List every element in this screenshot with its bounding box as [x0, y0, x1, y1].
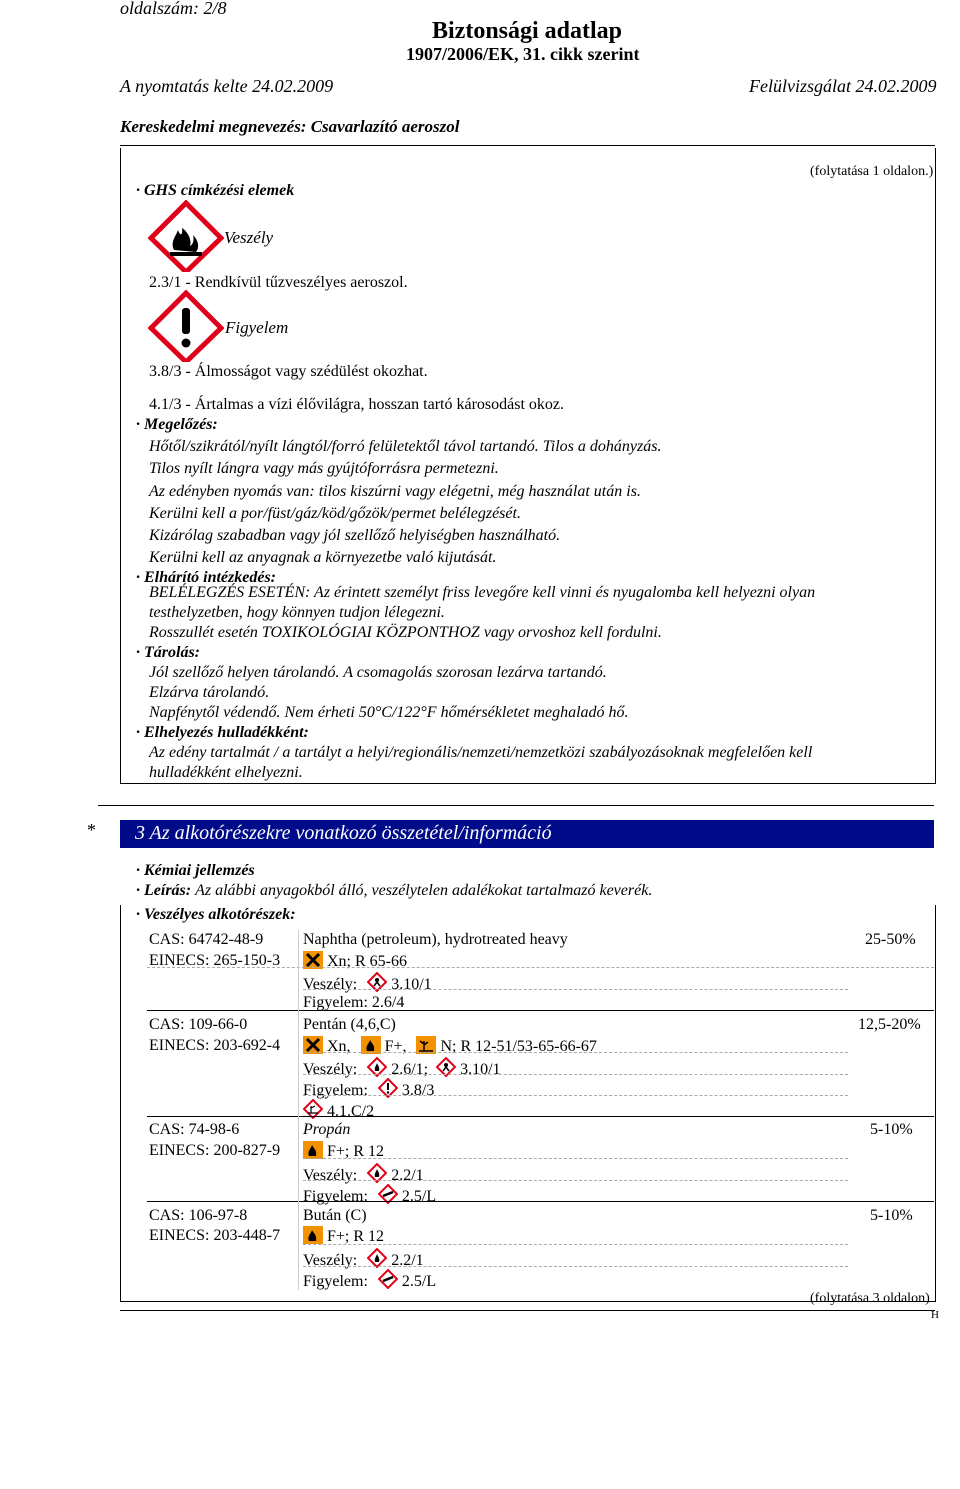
- einecs-number: EINECS: 200-827-9: [149, 1142, 281, 1159]
- description-label: · Leírás:: [136, 882, 192, 899]
- classification-text: F+; R 12: [327, 1228, 385, 1245]
- danger-codes: 2.2/1: [391, 1252, 424, 1269]
- flammable-icon: [303, 1226, 323, 1244]
- prevention-line: Kizárólag szabadban vagy jól szellőző helyiségben használható.: [149, 527, 561, 544]
- flame-hazard-icon: [367, 1248, 387, 1268]
- response-line: Rosszullét esetén TOXIKOLÓGIAI KÖZPONTHOZ vagy orvoshoz kell fordulni.: [149, 624, 662, 641]
- flame-pictogram-icon: [148, 200, 224, 272]
- component-divider: [147, 1201, 934, 1202]
- row-divider: [303, 1266, 848, 1267]
- classification-c: N; R 12-51/53-65-66-67: [440, 1038, 597, 1055]
- cas-number: CAS: 106-97-8: [149, 1207, 248, 1224]
- storage-line: Napfénytől védendő. Nem érheti 50°C/122°F hőmérsékletet meghaladó hő.: [149, 704, 629, 721]
- warning-label: Figyelem:: [303, 1188, 368, 1205]
- header-rule: [120, 145, 935, 146]
- classification-text: Xn; R 65-66: [327, 953, 407, 970]
- classification-a: Xn,: [327, 1038, 351, 1055]
- column-divider: [298, 930, 299, 1290]
- danger-codes: 3.10/1: [391, 976, 432, 993]
- signal-word-warning: Figyelem: [225, 318, 289, 337]
- prevention-line: Hőtől/szikrától/nyílt lángtól/forró felületektől távol tartandó. Tilos a dohányzás.: [149, 438, 662, 455]
- danger-label: Veszély:: [303, 1167, 358, 1184]
- warning-row: [303, 1184, 436, 1207]
- print-date: A nyomtatás kelte 24.02.2009: [120, 76, 334, 96]
- classification-text: F+; R 12: [327, 1143, 385, 1160]
- document-title: Biztonsági adatlap: [432, 18, 623, 44]
- warning-row: [303, 1078, 434, 1101]
- warning-codes: 2.5/L: [401, 1273, 437, 1290]
- footer-mark: H: [931, 1309, 939, 1321]
- row-divider: [303, 1095, 848, 1096]
- danger-row: [303, 1248, 424, 1271]
- gas-cylinder-icon: [378, 1269, 398, 1289]
- danger-label: Veszély:: [303, 1061, 358, 1078]
- component-percent: 5-10%: [870, 1207, 913, 1224]
- hazard-statement-3: 4.1/3 - Ártalmas a vízi élővilágra, hosszan tartó károsodást okoz.: [149, 396, 564, 413]
- exclamation-pictogram-icon: [148, 290, 224, 362]
- row-divider: [303, 1244, 848, 1245]
- prevention-line: Kerülni kell a por/füst/gáz/köd/gőzök/permet belélegzését.: [149, 505, 521, 522]
- trade-name: Kereskedelmi megnevezés: Csavarlazító aeroszol: [120, 117, 460, 136]
- cas-number: CAS: 64742-48-9: [149, 931, 264, 948]
- warning-row: [303, 1269, 436, 1292]
- cas-number: CAS: 109-66-0: [149, 1016, 248, 1033]
- storage-line: Jól szellőző helyen tárolandó. A csomagolás szorosan lezárva tartandó.: [149, 664, 607, 681]
- row-divider: [147, 967, 934, 968]
- storage-label: · Tárolás:: [136, 644, 200, 661]
- row-divider: [303, 1074, 848, 1075]
- component-divider: [147, 1010, 934, 1011]
- footer-rule: [120, 1310, 935, 1311]
- revision-date: Felülvizsgálat 24.02.2009: [749, 76, 937, 96]
- warning-label: Figyelem:: [303, 1273, 368, 1290]
- classification-row: [303, 1036, 597, 1057]
- component-name: Pentán (4,6,C): [303, 1016, 396, 1033]
- component-divider: [147, 1116, 934, 1117]
- disposal-label: · Elhelyezés hulladékként:: [136, 724, 309, 741]
- warning-codes: 3.8/3: [401, 1082, 435, 1099]
- continued-from: (folytatása 1 oldalon.): [810, 164, 934, 179]
- component-name: Bután (C): [303, 1207, 367, 1224]
- page-number: oldalszám: 2/8: [120, 0, 227, 18]
- component-name: Propán: [303, 1121, 351, 1138]
- einecs-number: EINECS: 203-448-7: [149, 1227, 281, 1244]
- danger-row: [303, 1057, 501, 1080]
- row-divider: [303, 1158, 848, 1159]
- environment-row: [303, 1099, 374, 1122]
- row-divider: [303, 989, 848, 990]
- warning-label: Figyelem:: [303, 1082, 368, 1099]
- hazard-statement-2: 3.8/3 - Álmosságot vagy szédülést okozhat.: [149, 363, 428, 380]
- chem-label: · Kémiai jellemzés: [136, 862, 255, 879]
- section3-heading: 3 Az alkotórészekre vonatkozó összetétel/információ: [135, 822, 552, 844]
- row-divider: [303, 1052, 848, 1053]
- disposal-line: hulladékként elhelyezni.: [149, 764, 303, 781]
- component-percent: 25-50%: [865, 931, 916, 948]
- description-row: [136, 881, 652, 901]
- einecs-number: EINECS: 203-692-4: [149, 1037, 281, 1054]
- danger-codes-a: 2.6/1;: [391, 1061, 429, 1078]
- ghs-label: · GHS címkézési elemek: [136, 182, 295, 199]
- hazardous-label: · Veszélyes alkotórészek:: [136, 906, 296, 923]
- continued-to: (folytatása 3 oldalon): [810, 1291, 930, 1306]
- disposal-line: Az edény tartalmát / a tartályt a helyi/regionális/nemzeti/nemzetközi szabályozásoknak megfelelően kell: [149, 744, 813, 761]
- danger-codes-b: 3.10/1: [460, 1061, 501, 1078]
- response-line: testhelyzetben, hogy könnyen tudjon lélegezni.: [149, 604, 445, 621]
- prevention-label: · Megelőzés:: [136, 416, 218, 433]
- description-text: Az alábbi anyagokból álló, veszélytelen adalékokat tartalmazó keverék.: [195, 882, 653, 899]
- einecs-number: EINECS: 265-150-3: [149, 952, 281, 969]
- hazard-statement-1: 2.3/1 - Rendkívül tűzveszélyes aeroszol.: [149, 274, 408, 291]
- response-label: · Elhárító intézkedés:: [136, 569, 277, 586]
- warning-row: Figyelem: 2.6/4: [303, 994, 405, 1011]
- danger-row: [303, 972, 432, 995]
- row-divider: [303, 1180, 848, 1181]
- response-line: BELÉLEGZÉS ESETÉN: Az érintett személyt friss levegőre kell vinni és nyugalomba kell helyezni olyan: [149, 584, 816, 601]
- prevention-line: Tilos nyílt lángra vagy más gyújtóforrásra permetezni.: [149, 460, 499, 477]
- danger-label: Veszély:: [303, 1252, 358, 1269]
- danger-label: Veszély:: [303, 976, 358, 993]
- document-subtitle: 1907/2006/EK, 31. cikk szerint: [406, 44, 640, 64]
- change-marker: *: [87, 820, 96, 840]
- signal-word-danger: Veszély: [224, 228, 274, 247]
- danger-codes: 2.2/1: [391, 1167, 424, 1184]
- component-percent: 5-10%: [870, 1121, 913, 1138]
- component-percent: 12,5-20%: [858, 1016, 921, 1033]
- flammable-icon: [303, 1141, 323, 1159]
- cas-number: CAS: 74-98-6: [149, 1121, 240, 1138]
- prevention-line: Kerülni kell az anyagnak a környezetbe való kijutását.: [149, 549, 497, 566]
- section3-heading-bar: [120, 820, 934, 848]
- extra-code: 4.1.C/2: [327, 1103, 375, 1120]
- component-name: Naphtha (petroleum), hydrotreated heavy: [303, 931, 568, 948]
- classification-b: F+,: [384, 1038, 407, 1055]
- danger-row: [303, 1163, 424, 1186]
- prevention-line: Az edényben nyomás van: tilos kiszúrni vagy elégetni, még használat után is.: [149, 483, 641, 500]
- classification-row: [303, 951, 407, 972]
- warning-codes: 2.5/L: [401, 1188, 437, 1205]
- storage-line: Elzárva tárolandó.: [149, 684, 270, 701]
- section-rule: [98, 805, 934, 806]
